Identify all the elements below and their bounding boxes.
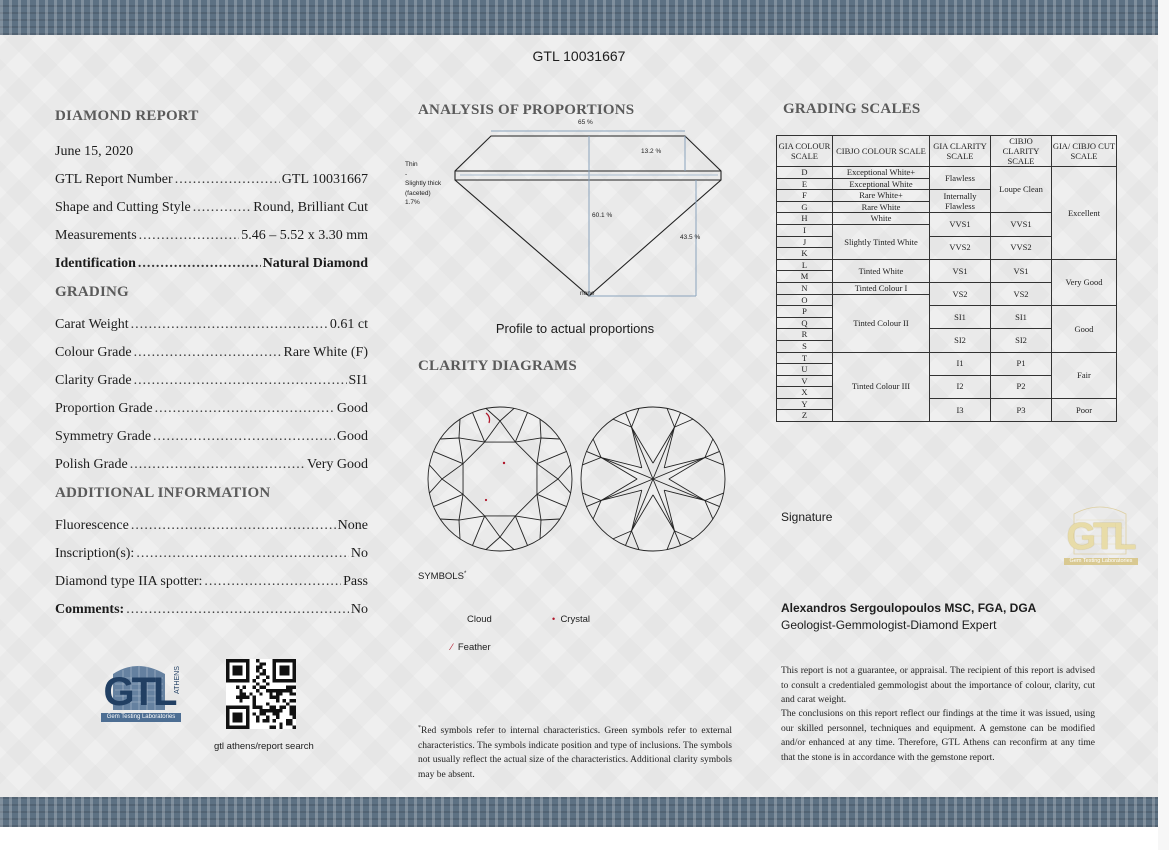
signature-label: Signature bbox=[781, 510, 833, 524]
symbol-cloud: Cloud bbox=[467, 614, 492, 625]
report-date: June 15, 2020 bbox=[55, 144, 134, 159]
cibjo-clarity-cell: VS2 bbox=[991, 282, 1052, 305]
footnote-text: Red symbols refer to internal characteristics. Green symbols refer to external characteristics. The symbols indicate position and type of inclusions. The symbols not usually reflect the actual size of the characteristics. Additional clarity symbols may be absent. bbox=[418, 726, 732, 780]
prop-crown: 13.2 % bbox=[641, 148, 662, 155]
cibjo-clarity-cell: P2 bbox=[991, 375, 1052, 398]
grade-colour bbox=[55, 345, 368, 361]
cibjo-colour-cell: Tinted Colour III bbox=[833, 352, 930, 422]
add-fluorescence bbox=[55, 518, 368, 534]
girdle-percent: 1.7% bbox=[405, 199, 420, 206]
cibjo-colour-cell: Tinted Colour II bbox=[833, 294, 930, 352]
gtl-logo-subtitle: Gem Testing Laboratories bbox=[106, 714, 176, 720]
add-inscription bbox=[55, 546, 368, 562]
info-label: Shape and Cutting Style bbox=[55, 200, 191, 215]
cibjo-clarity-cell: VVS2 bbox=[991, 236, 1052, 259]
crown-view-diagram bbox=[425, 404, 575, 554]
prop-pavilion: 43.5 % bbox=[680, 234, 701, 241]
info-label: Identification bbox=[55, 256, 136, 271]
grade-label: Symmetry Grade bbox=[55, 429, 152, 444]
gia-clarity-cell: VS2 bbox=[930, 282, 991, 305]
signer-name: Alexandros Sergoulopoulos MSC, FGA, DGA bbox=[781, 601, 1037, 615]
gia-clarity-cell: VVS2 bbox=[930, 236, 991, 259]
info-identification bbox=[55, 256, 368, 272]
gia-clarity-cell: I1 bbox=[930, 352, 991, 375]
cibjo-clarity-cell: SI2 bbox=[991, 329, 1052, 352]
add-value: None bbox=[337, 518, 368, 533]
add-label: Diamond type IIA spotter: bbox=[55, 574, 203, 589]
add-value: Pass bbox=[343, 574, 368, 589]
disclaimer-2: The conclusions on this report reflect our findings at the time it was issued, using our skilled personnel, techniques and equipment. A gemstone can be modified and/or enhanced at any time. Therefore, GTL Athens can reconfirm at any time that the stone is in accordance with the gemstone report. bbox=[781, 709, 1095, 763]
colour-letter: U bbox=[777, 364, 833, 376]
signer-title: Geologist-Gemmologist-Diamond Expert bbox=[781, 618, 997, 632]
cibjo-colour-cell: Rare White+ bbox=[833, 190, 930, 202]
symbol-crystal bbox=[552, 614, 590, 625]
crystal-inclusion bbox=[485, 499, 487, 501]
colour-letter: V bbox=[777, 375, 833, 387]
analysis-title: ANALYSIS OF PROPORTIONS bbox=[418, 102, 635, 118]
gia-clarity-cell: I3 bbox=[930, 398, 991, 421]
colour-letter: E bbox=[777, 178, 833, 190]
info-label: Measurements bbox=[55, 228, 137, 243]
grade-value: Good bbox=[336, 401, 368, 416]
info-value: Round, Brilliant Cut bbox=[253, 200, 368, 215]
gia-clarity-cell: SI2 bbox=[930, 329, 991, 352]
colour-letter: Z bbox=[777, 410, 833, 422]
cibjo-clarity-cell: SI1 bbox=[991, 306, 1052, 329]
qr-caption: gtl athens/report search bbox=[214, 741, 314, 752]
gia-clarity-cell: Flawless bbox=[930, 167, 991, 190]
colour-letter: R bbox=[777, 329, 833, 341]
info-measurements bbox=[55, 228, 368, 244]
info-value: Natural Diamond bbox=[262, 256, 368, 271]
colour-letter: J bbox=[777, 236, 833, 248]
cibjo-colour-cell: White bbox=[833, 213, 930, 225]
grading-title: GRADING bbox=[55, 284, 129, 300]
colour-letter: X bbox=[777, 387, 833, 399]
symbols-footnote: *Red symbols refer to internal characteristics. Green symbols refer to external characteristics. The symbols indicate position and type of inclusions. The symbols not usually reflect the actual size of the characteristics. Additional clarity symbols may be absent. bbox=[418, 725, 732, 780]
info-report-number bbox=[55, 172, 368, 188]
colour-letter: F bbox=[777, 190, 833, 202]
add-value: No bbox=[350, 602, 368, 617]
add-label: Inscription(s): bbox=[55, 546, 135, 561]
add-label: Fluorescence bbox=[55, 518, 129, 533]
grading-scales-title: GRADING SCALES bbox=[783, 101, 921, 117]
grade-label: Carat Weight bbox=[55, 317, 129, 332]
colour-letter: I bbox=[777, 224, 833, 236]
bottom-border-band bbox=[0, 797, 1169, 827]
clarity-title: CLARITY DIAGRAMS bbox=[418, 358, 577, 374]
cut-cell: Excellent bbox=[1052, 167, 1117, 260]
girdle-label: Thin bbox=[405, 161, 418, 168]
disclaimer-1: This report is not a guarantee, or appraisal. The recipient of this report is advised to consult a credentialed gemmologist about the importance of colour, clarity, cut and carat weight. bbox=[781, 666, 1095, 705]
header-cut-scale: GIA/ CIBJO CUT SCALE bbox=[1052, 136, 1117, 167]
pavilion-view-diagram bbox=[578, 404, 728, 554]
cut-cell: Very Good bbox=[1052, 259, 1117, 305]
colour-letter: G bbox=[777, 201, 833, 213]
gtl-gold-stamp bbox=[1060, 500, 1140, 570]
cibjo-colour-cell: Slightly Tinted White bbox=[833, 224, 930, 259]
cut-cell: Good bbox=[1052, 306, 1117, 352]
grade-value: Very Good bbox=[306, 457, 368, 472]
cibjo-colour-cell: Exceptional White bbox=[833, 178, 930, 190]
cut-cell: Fair bbox=[1052, 352, 1117, 398]
symbol-label: Feather bbox=[457, 642, 491, 653]
cibjo-clarity-cell: VVS1 bbox=[991, 213, 1052, 236]
header-cibjo-clarity: CIBJO CLARITY SCALE bbox=[991, 136, 1052, 167]
gia-clarity-cell: SI1 bbox=[930, 306, 991, 329]
gtl-logo-athens: ATHENS bbox=[174, 666, 181, 694]
colour-letter: N bbox=[777, 282, 833, 294]
header-gia-clarity: GIA CLARITY SCALE bbox=[930, 136, 991, 167]
gia-clarity-cell: VVS1 bbox=[930, 213, 991, 236]
cibjo-clarity-cell: Loupe Clean bbox=[991, 167, 1052, 213]
gia-clarity-cell: VS1 bbox=[930, 259, 991, 282]
colour-letter: S bbox=[777, 340, 833, 352]
info-label: GTL Report Number bbox=[55, 172, 173, 187]
header-gia-colour: GIA COLOUR SCALE bbox=[777, 136, 833, 167]
feather-inclusion bbox=[486, 413, 490, 423]
stamp-text: GTL bbox=[1066, 516, 1134, 558]
symbol-label: Crystal bbox=[560, 614, 590, 625]
diamond-report-title: DIAMOND REPORT bbox=[55, 108, 199, 124]
grade-value: 0.61 ct bbox=[329, 317, 368, 332]
colour-letter: H bbox=[777, 213, 833, 225]
colour-letter: T bbox=[777, 352, 833, 364]
cibjo-clarity-cell: P1 bbox=[991, 352, 1052, 375]
scan-edge bbox=[1158, 0, 1169, 850]
girdle-label: - bbox=[405, 170, 408, 178]
info-shape bbox=[55, 200, 368, 216]
gia-clarity-cell: Internally Flawless bbox=[930, 190, 991, 213]
colour-letter: L bbox=[777, 259, 833, 271]
add-comments bbox=[55, 602, 368, 618]
cibjo-clarity-cell: P3 bbox=[991, 398, 1052, 421]
colour-letter: D bbox=[777, 167, 833, 179]
grading-scales-table bbox=[776, 135, 1117, 422]
stamp-subtitle: Gem Testing Laboratories bbox=[1069, 558, 1133, 564]
grade-label: Proportion Grade bbox=[55, 401, 153, 416]
crystal-symbol-icon: • bbox=[552, 614, 556, 624]
cibjo-clarity-cell: VS1 bbox=[991, 259, 1052, 282]
proportion-diagram bbox=[400, 116, 730, 306]
add-value: No bbox=[350, 546, 368, 561]
additional-info-title: ADDITIONAL INFORMATION bbox=[55, 485, 271, 501]
crystal-inclusion bbox=[503, 462, 505, 464]
grade-label: Polish Grade bbox=[55, 457, 128, 472]
gtl-logo bbox=[97, 660, 187, 726]
girdle-label: Slightly thick bbox=[405, 180, 442, 187]
gtl-logo-text: GTL bbox=[103, 670, 175, 714]
symbols-title: SYMBOLS* bbox=[418, 571, 467, 583]
grade-value: Good bbox=[336, 429, 368, 444]
report-number-header: GTL 10031667 bbox=[532, 48, 626, 64]
grade-clarity bbox=[55, 373, 368, 389]
top-border-band bbox=[0, 0, 1169, 35]
header-cibjo-colour: CIBJO COLOUR SCALE bbox=[833, 136, 930, 167]
gia-clarity-cell: I2 bbox=[930, 375, 991, 398]
feather-symbol-icon: ⁄ bbox=[451, 642, 453, 653]
info-value: GTL 10031667 bbox=[281, 172, 368, 187]
cibjo-colour-cell: Rare White bbox=[833, 201, 930, 213]
cibjo-colour-cell: Tinted White bbox=[833, 259, 930, 282]
qr-code-graphic bbox=[226, 659, 296, 729]
profile-caption: Profile to actual proportions bbox=[495, 321, 655, 336]
prop-culet: none bbox=[580, 290, 595, 297]
grade-label: Clarity Grade bbox=[55, 373, 132, 388]
grade-proportion bbox=[55, 401, 368, 417]
grade-value: SI1 bbox=[348, 373, 368, 388]
girdle-label: (faceted) bbox=[405, 189, 431, 197]
colour-letter: Y bbox=[777, 398, 833, 410]
grade-value: Rare White (F) bbox=[283, 345, 368, 360]
colour-letter: O bbox=[777, 294, 833, 306]
symbols-title-text: SYMBOLS bbox=[418, 571, 464, 583]
qr-code[interactable] bbox=[226, 659, 296, 729]
grade-label: Colour Grade bbox=[55, 345, 132, 360]
cibjo-colour-cell: Exceptional White+ bbox=[833, 167, 930, 179]
cibjo-colour-cell: Tinted Colour I bbox=[833, 282, 930, 294]
prop-table: 65 % bbox=[578, 119, 593, 126]
grade-symmetry bbox=[55, 429, 368, 445]
prop-depth: 60.1 % bbox=[592, 212, 613, 219]
colour-letter: M bbox=[777, 271, 833, 283]
colour-letter: K bbox=[777, 248, 833, 260]
cut-cell: Poor bbox=[1052, 398, 1117, 421]
info-value: 5.46 – 5.52 x 3.30 mm bbox=[241, 228, 368, 243]
colour-letter: Q bbox=[777, 317, 833, 329]
add-spotter bbox=[55, 574, 368, 590]
girdle-labels bbox=[405, 160, 441, 208]
grade-polish bbox=[55, 457, 368, 473]
symbol-feather bbox=[451, 642, 491, 653]
colour-letter: P bbox=[777, 306, 833, 318]
grade-carat bbox=[55, 317, 368, 333]
add-label: Comments: bbox=[55, 602, 125, 617]
